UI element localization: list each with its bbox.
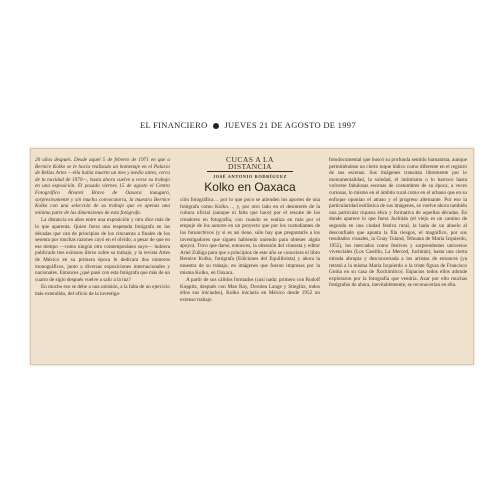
section-label: CUCAS A LA DISTANCIA — [207, 157, 293, 172]
paragraph: A partir de sus cálidos formados (casi nada: primero con Rudolf Koppitz, después con Man Ray, Dorotea Lange y Stieglitz, todos ellos sus iniciados), Kolko iniciaría en México desde 1952 un extenso trabajo — [180, 277, 320, 303]
article-body-middle — [180, 197, 320, 358]
newspaper-masthead — [140, 120, 410, 130]
newspaper-name: EL FINANCIERO — [140, 120, 208, 130]
paragraph: 20 años después. Desde aquel 5 de febrero de 1971 en que a Bernice Kolko se le hacía realizado un homenaje en el Palacio de Bellas Artes —ella había muerto un mes y medio antes, cerca de la navidad de 1970—, hasta ahora vuelve a verse su trabajo en una exposición. El pasado viernes 15 de agosto el Centro Fotográfico Álvarez Bravo de Oaxaca inauguró, sorpresivamente y sin mucha convocatoria, la muestra Bernice Kolko con una selección de su trabajo que es apenas una mínima parte de las dimensiones de esta fotógrafa. — [35, 157, 170, 216]
issue-date: JUEVES 21 DE AGOSTO DE 1997 — [224, 120, 356, 130]
article-column-right — [329, 157, 467, 358]
paragraph: En mucho eso se debe a una omisión, a la falta de un ejercicio más extendido, del oficio de la investiga- — [35, 284, 170, 297]
article-column-middle — [180, 157, 320, 358]
paragraph: ción fotográfica… por lo que poco se atienden los aportes de una fotógrafa como Kolko…, y, por otro lado en el desinterés de la cultura oficial (aunque ni falta que hace) por el rescate de los creadores en fotografía, con cuando se realiza en más por el empuje de los autores en un proyecto que por los custodiantes de los fotoarchivos (y si es así tiene, sólo hay que preguntarle a los investigadores que siguen habiendo uniendo para obtener algún apoyo). Tuvo que darse, entonces, la obsesión del cineasta y editor Ariel Zúñiga para que a principios de este año se conociera el libro Bernice Kolko, fotógrafa (Ediciones del Equilibrista) y ahora la muestra de su trabajo, en imágenes que fueron impresas por la misma Kolko, en Oaxaca. — [180, 197, 320, 276]
bullet-dot-icon — [213, 123, 219, 129]
newspaper-clipping — [30, 148, 474, 365]
paragraph: fotodocumental que buscó su profunda sentido humanista, aunque permitiéndose un cierto toque lúdico como diferente en el registro de sus escenas. Sus imágenes transitan libremente por lo monumentalidad, la soledad, el intimismo o lo barroco hasta volverse fabulosas escenas de costumbres de su época, a veces curiosas, lo mismo en el ámbito rural como en el urbano que en su enfoque oponían el atraso y el progreso alternante. Por eso la particularidad estilística de sus imágenes, se vuelve ahora también una particular riqueza ética y formativa de aquellas décadas. En donde aparece lo que fuera Juchitán (el viejo es un camino de segunda en una ciudad festiva rural, la hada de un abuelo al desconfiado que apunta la fila riesgos, el magnífico, por sus resultados visuales, la Guay Toland, Tehuana de María Izquierdo, 1955), los mercados como festivos y sorprendentes universos vivenciales (Los Castillo, La Merced, Juchitán), hasta una cierta mirada abrupta y desconcertada a los artistas de entonces (ya retrató a la misma María Izquierdo o la triste figura de Francisco Goitia en su casa de Xochimilco). Espacios todos ellos adonde exploraron por la fotografía que vendría. Azar por ello muchas fotógrafos de ahora, inevitablemente, se reconocerían en ella. — [329, 157, 467, 289]
byline: JOSÉ ANTONIO RODRÍGUEZ — [212, 174, 288, 180]
article-headline: Kolko en Oaxaca — [204, 179, 296, 194]
article-column-left — [35, 157, 170, 358]
paragraph: La distancia en años entre una exposición y otra dice más de lo que aparenta. Quien fuera una respetada fotógrafa en las décadas que van de principios de los cincuenta a finales de los sesenta por muchas razones cayó en el olvido; a pesar de que en ese tiempo —como ningún otro contemporáneo suyo— hubiera publicado tres exitosos libros sobre su trabajo, y la revista Artes de México en su primera época le dedicara dos números monográficos, junto a diversas exposiciones internacionales y nacionales. Entonces ¿qué pasó con esta fotógrafa que más de un cuarto de siglo después vuelve a salir a la luz? — [35, 217, 170, 283]
